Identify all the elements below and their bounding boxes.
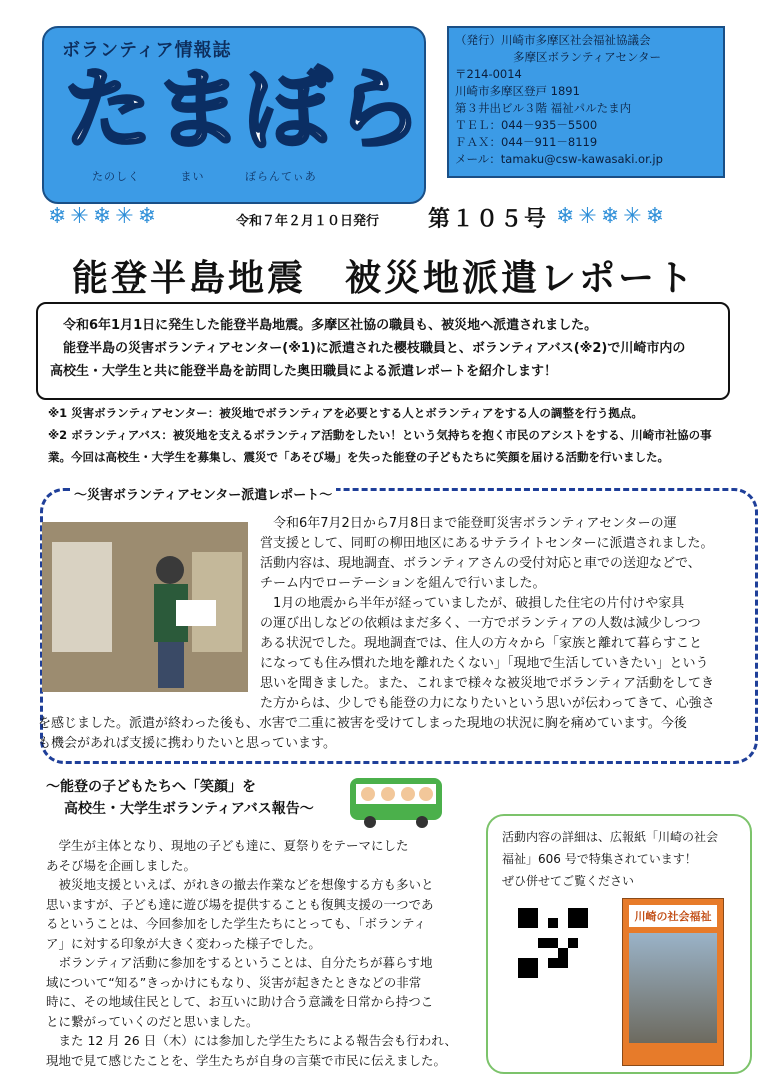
- footnote: 業。今回は高校生・大学生を募集し、震災で「あそび場」を失った能登の子どもたちに笑顔を届ける活動を行いました。: [48, 450, 669, 464]
- bus-line: 時に、その地域住民として、お互いに助け合う意識を日常から持つこ: [46, 994, 434, 1009]
- vc-line: 令和6年7月2日から7月8日まで能登町災害ボランティアセンターの運: [260, 516, 677, 531]
- snowflake-icon: ❄✳❄✳❄: [48, 204, 161, 229]
- bus-report-body: [46, 836, 476, 1070]
- vc-line: も機会があれば支援に携わりたいと思っています。: [38, 736, 336, 751]
- info-line: 福祉」606 号で特集されています！: [502, 852, 697, 866]
- headline: 能登半島地震 被災地派遣レポート: [71, 258, 696, 299]
- vc-line: た方からは、少しでも能登の力になりたいという思いが伝わってきて、心強さ: [260, 696, 715, 711]
- vc-line: ある状況でした。現地調査では、住人の方々から「家族と離れて暮らすこと: [260, 636, 703, 651]
- vc-line: 1月の地震から半年が経っていましたが、破損した住宅の片付けや家具: [260, 596, 685, 611]
- publisher-line: ＦＡＸ：044－911－8119: [455, 135, 598, 149]
- snowflake-icon: ❄✳❄✳❄: [556, 204, 669, 229]
- magazine-title: 川崎の社会福祉: [629, 905, 717, 927]
- bus-line: また 12 月 26 日（木）には参加した学生たちによる報告会も行われ、: [46, 1033, 457, 1048]
- bus-line: ア」に対する印象が大きく変わった様子でした。: [46, 935, 321, 951]
- qr-code-icon[interactable]: [518, 908, 588, 978]
- publisher-line: （発行）川崎市多摩区社会福祉協議会: [455, 33, 651, 47]
- publisher-line: ＴＥＬ：044－935－5500: [455, 118, 598, 132]
- ruby-2: まい: [180, 170, 205, 183]
- ruby-1: たのしく: [92, 170, 140, 183]
- vc-line: 活動内容は、現地調査、ボランティアさんの受付対応と車での送迎などで、: [260, 556, 701, 571]
- masthead-subtitle: ボランティア情報誌: [62, 40, 232, 61]
- vc-line: の運び出しなどの依頼はまだ多く、一方でボランティアの人数は減少しつつ: [260, 616, 701, 631]
- bus-report-title: ～能登の子どもたちへ「笑顔」を: [46, 779, 256, 795]
- masthead-ruby: [92, 168, 353, 184]
- bus-line: 学生が主体となり、現地の子ども達に、夏祭りをテーマにした: [46, 838, 409, 853]
- ruby-3: ぼらんてぃあ: [245, 170, 317, 183]
- bus-line: 被災地支援といえば、がれきの撤去作業などを想像する方も多いと: [46, 877, 434, 892]
- bus-line: ボランティア活動に参加をするということは、自分たちが暮らす地: [46, 955, 433, 970]
- bus-line: 域について“知る”きっかけにもなり、災害が起きたときなどの非常: [46, 974, 422, 990]
- bus-line: 現地で見て感じたことを、学生たちが自身の言葉で市民に伝えました。: [46, 1052, 447, 1068]
- info-line: 活動内容の詳細は、広報紙「川崎の社会: [502, 830, 719, 844]
- intro-line: 令和6年1月1日に発生した能登半島地震。多摩区社協の職員も、被災地へ派遣されました。: [50, 318, 598, 333]
- footnotes: [48, 402, 728, 468]
- bus-report-title: 高校生・大学生ボランティアバス報告～: [64, 801, 314, 817]
- info-line: ぜひ併せてご覧ください: [502, 874, 635, 888]
- bus-icon: [346, 772, 446, 830]
- info-text: [502, 826, 742, 892]
- publisher-line: 多摩区ボランティアセンター: [513, 50, 662, 64]
- vc-report-body: [38, 514, 748, 754]
- issue-number: 第１０５号: [428, 207, 549, 232]
- issue-date: 令和７年２月１０日発行: [236, 214, 380, 229]
- intro-line: 能登半島の災害ボランティアセンター(※1)に派遣された櫻枝職員と、ボランティアバス(※2)で川崎市内の: [50, 341, 686, 356]
- intro-line: 高校生・大学生と共に能登半島を訪問した奥田職員による派遣レポートを紹介します！: [50, 364, 558, 379]
- bus-line: 思いますが、子ども達に遊び場を提供することも復興支援の一つであ: [46, 896, 434, 912]
- masthead-title: たまぼら: [64, 58, 425, 161]
- vc-line: 営支援として、同町の柳田地区にあるサテライトセンターに派遣されました。: [260, 536, 714, 551]
- bus-line: あそび場を企画しました。: [46, 857, 197, 873]
- bus-line: とに繋がっていくのだと思いました。: [46, 1013, 259, 1029]
- publisher-line: 川崎市多摩区登戸 1891: [455, 84, 580, 98]
- vc-line: を感じました。派遣が終わった後も、水害で二重に被害を受けてしまった現地の状況に胸を痛めています。今後: [38, 716, 687, 731]
- intro-box: [36, 302, 730, 400]
- vc-line: チーム内でローテーションを組んで行いました。: [260, 576, 546, 591]
- bus-line: るということは、今回参加をした学生たちにとっても、「ボランティ: [46, 916, 427, 931]
- publisher-info: [447, 26, 725, 178]
- vc-line: 思いを聞きました。また、これまで様々な被災地でボランティア活動をしてき: [260, 676, 714, 691]
- footnote: ※1 災害ボランティアセンター：被災地でボランティアを必要とする人とボランティアをする人の調整を行う拠点。: [48, 406, 643, 420]
- footnote: ※2 ボランティアバス：被災地を支えるボランティア活動をしたい！という気持ちを抱く市民のアシストをする、川崎市社協の事: [48, 428, 712, 442]
- publisher-email: メール：tamaku@csw-kawasaki.or.jp: [455, 152, 663, 166]
- vc-report-title: ～災害ボランティアセンター派遣レポート～: [70, 484, 336, 503]
- vc-line: になっても住み慣れた地を離れたくない」「現地で生活していきたい」という: [260, 656, 709, 671]
- magazine-cover: [622, 898, 724, 1066]
- publisher-line: 第３井出ビル３階 福祉パルたま内: [455, 101, 632, 115]
- publisher-line: 〒214-0014: [455, 67, 522, 81]
